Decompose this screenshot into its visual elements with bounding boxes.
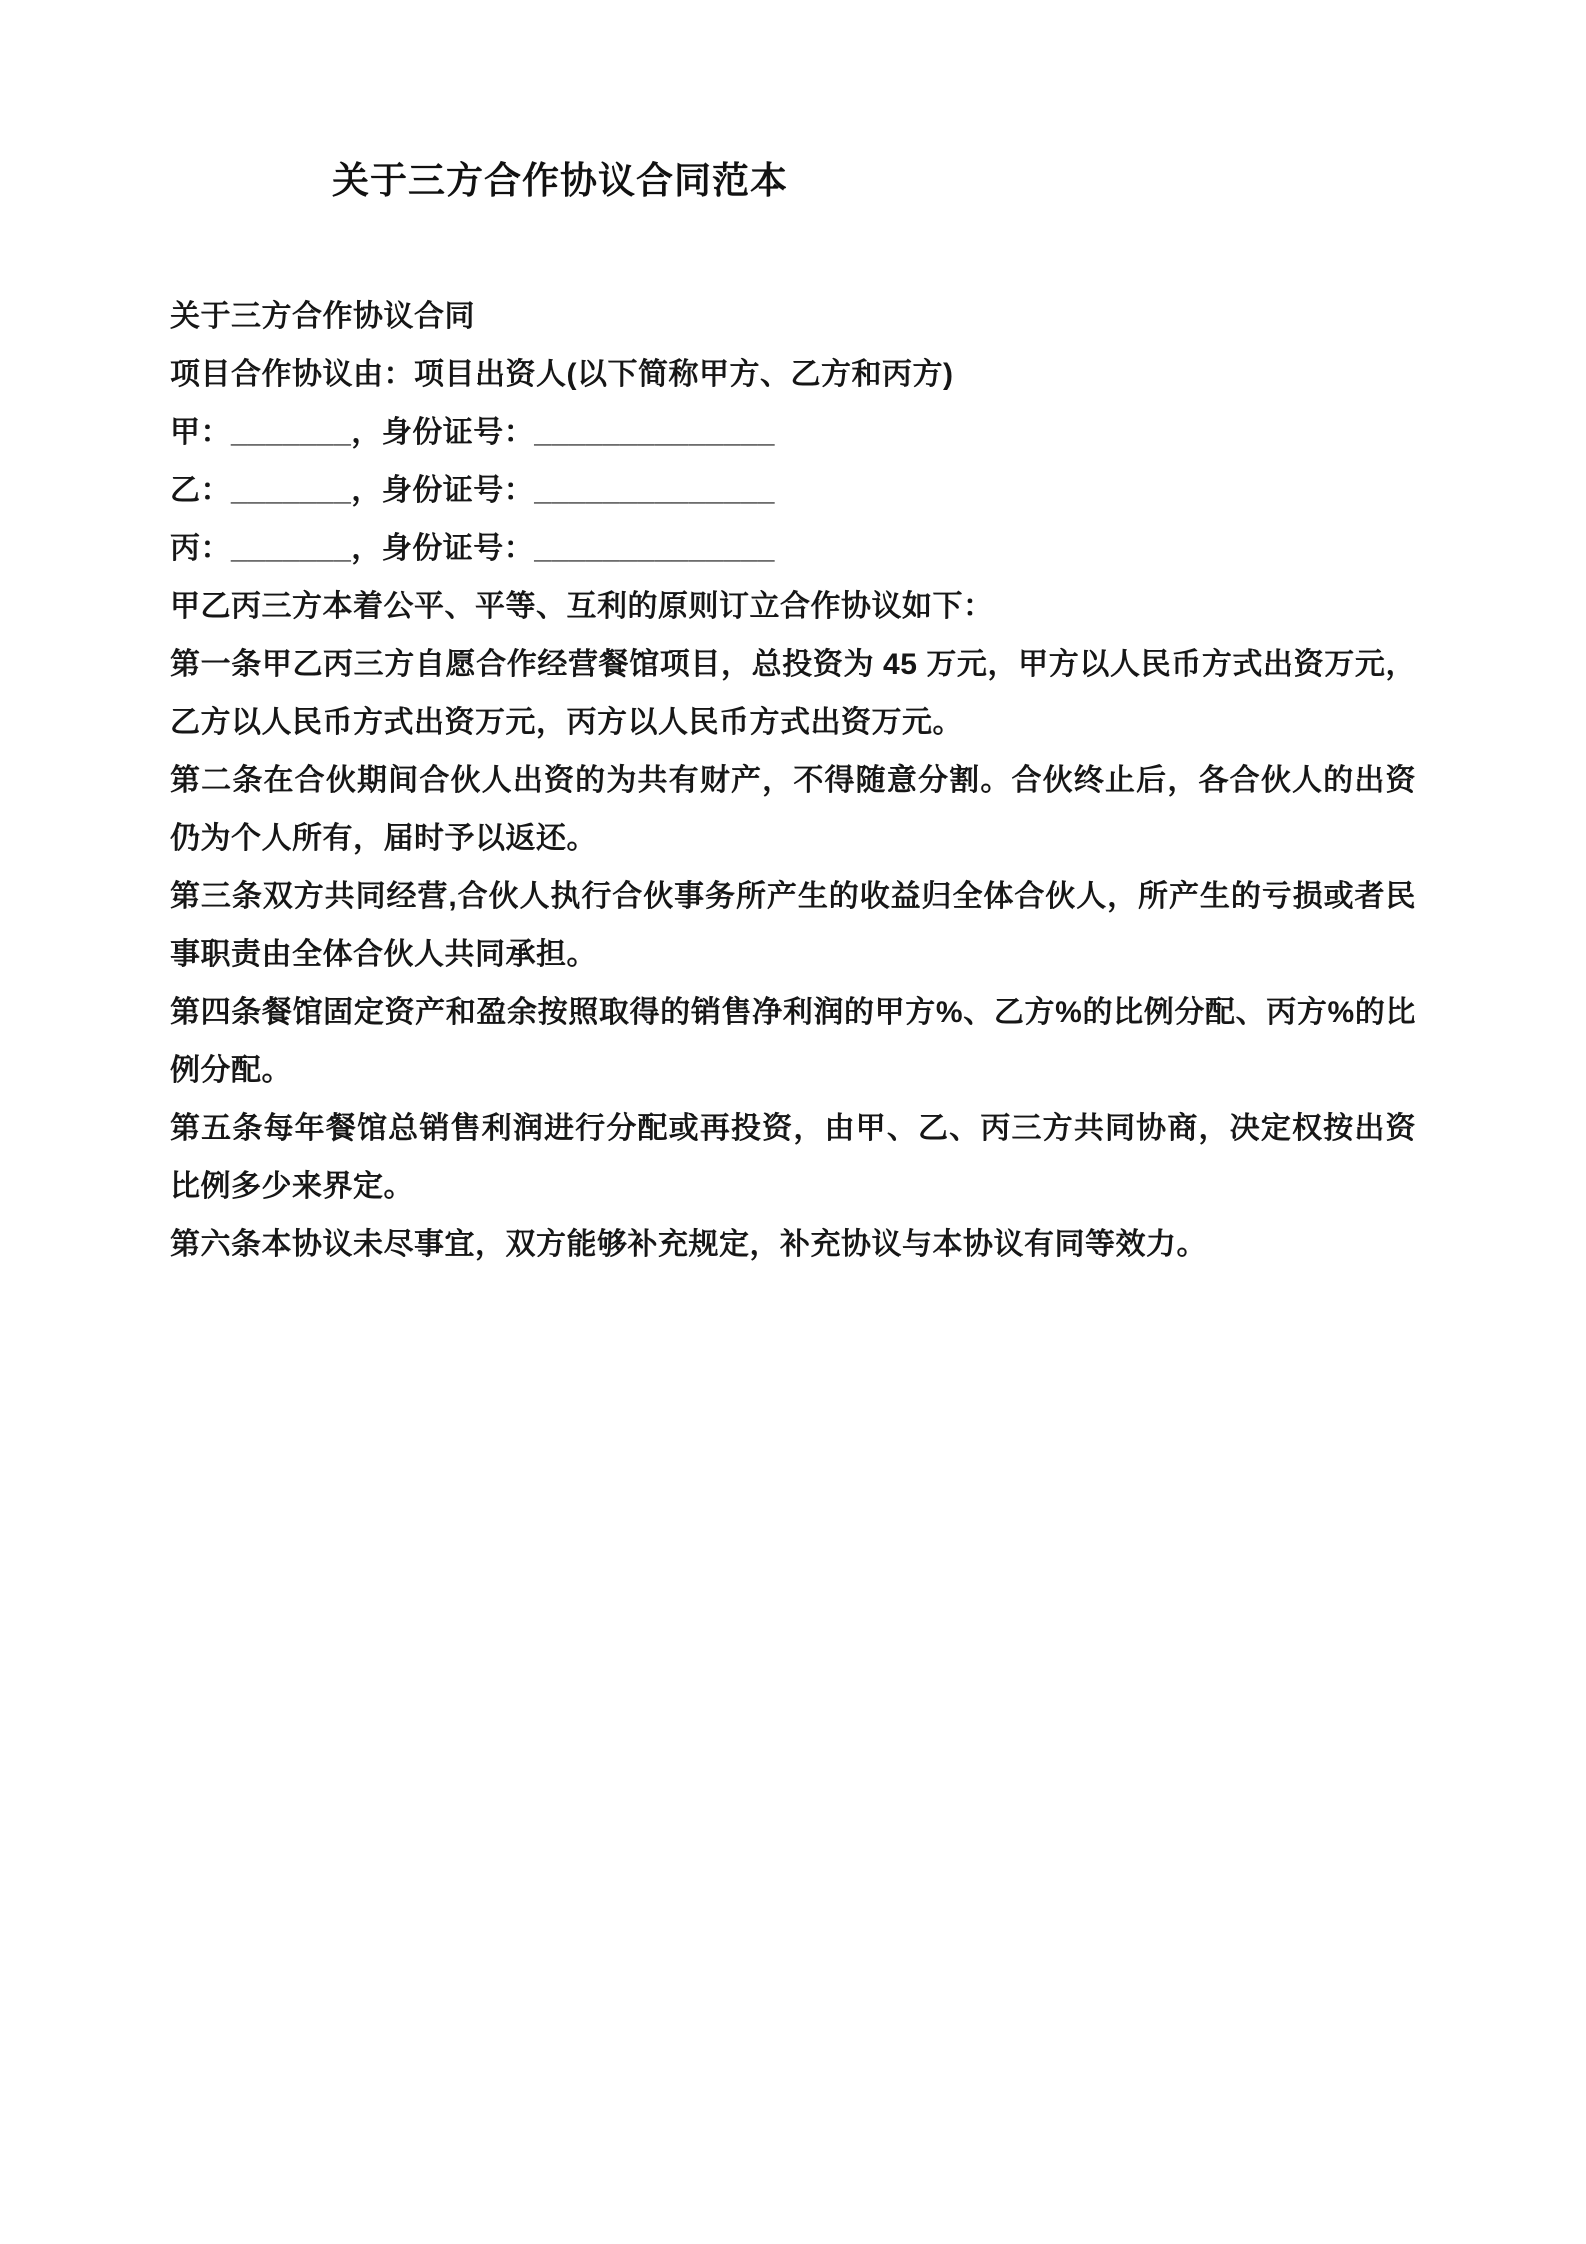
paragraph-clause-6: 第六条本协议未尽事宜，双方能够补充规定，补充协议与本协议有同等效力。 <box>170 1228 1207 1261</box>
paragraph-intro: 关于三方合作协议合同 <box>170 300 475 333</box>
paragraph-clause-5: 第五条每年餐馆总销售利润进行分配或再投资，由甲、乙、丙三方共同协商，决定权按出资比例多少来界定。 <box>170 1112 1416 1203</box>
paragraph-principles: 甲乙丙三方本着公平、平等、互利的原则订立合作协议如下： <box>170 590 994 623</box>
paragraph-clause-3: 第三条双方共同经营,合伙人执行合伙事务所产生的收益归全体合伙人，所产生的亏损或者民事职责由全体合伙人共同承担。 <box>170 880 1416 971</box>
paragraph-party-b-blank: 乙：_______，身份证号：______________ <box>170 474 775 507</box>
paragraph-parties-intro: 项目合作协议由：项目出资人(以下简称甲方、乙方和丙方) <box>170 358 954 391</box>
paragraph-party-a-blank: 甲：_______，身份证号：______________ <box>170 416 775 449</box>
paragraph-clause-2: 第二条在合伙期间合伙人出资的为共有财产，不得随意分割。合伙终止后，各合伙人的出资仍为个人所有，届时予以返还。 <box>170 764 1416 855</box>
document-title: 关于三方合作协议合同范本 <box>332 160 788 201</box>
document-body <box>170 288 1416 1274</box>
paragraph-clause-4: 第四条餐馆固定资产和盈余按照取得的销售净利润的甲方%、乙方%的比例分配、丙方%的比例分配。 <box>170 996 1416 1087</box>
paragraph-clause-1: 第一条甲乙丙三方自愿合作经营餐馆项目，总投资为 45 万元，甲方以人民币方式出资万元，乙方以人民币方式出资万元，丙方以人民币方式出资万元。 <box>170 648 1416 739</box>
paragraph-party-c-blank: 丙：_______，身份证号：______________ <box>170 532 775 565</box>
